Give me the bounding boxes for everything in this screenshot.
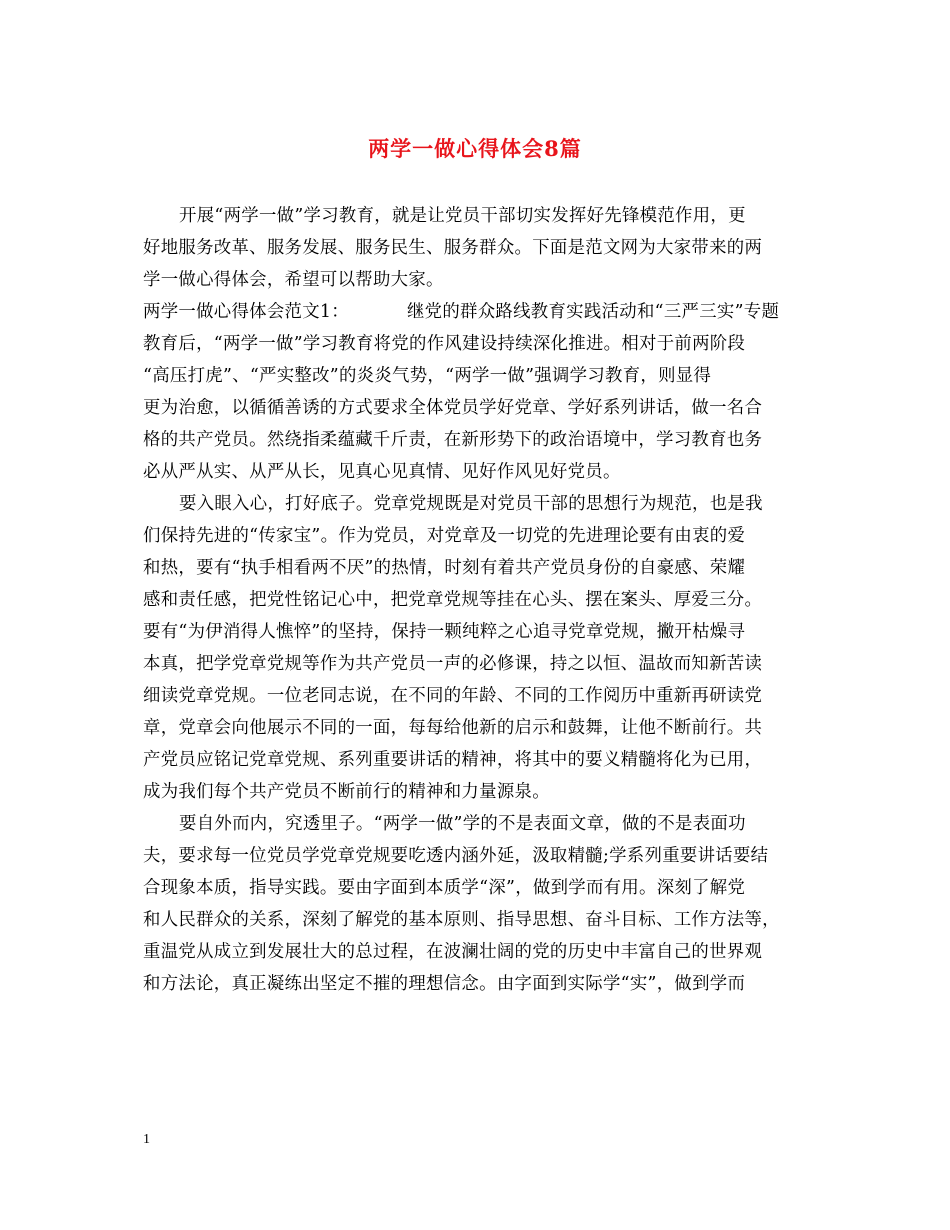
text-line: 要自外而内，究透里子。“两学一做”学的不是表面文章，做的不是表面功 bbox=[179, 814, 746, 834]
text-line: 学一做心得体会，希望可以帮助大家。 bbox=[143, 270, 444, 290]
text-line: 本真，把学党章党规等作为共产党员一声的必修课，持之以恒、温故而知新苦读 bbox=[143, 654, 763, 674]
text-line bbox=[143, 296, 833, 328]
text-line: 开展“两学一做”学习教育，就是让党员干部切实发挥好先锋模范作用，更 bbox=[179, 206, 746, 226]
page-number: 1 bbox=[143, 1132, 150, 1147]
section-heading: 两学一做心得体会范文1： bbox=[143, 302, 349, 322]
document-title: 两学一做心得体会8篇 bbox=[368, 136, 582, 161]
text-line: 合现象本质，指导实践。要由字面到本质学“深”，做到学而有用。深刻了解党 bbox=[143, 878, 746, 898]
text-line-continuation: 继党的群众路线教育实践活动和“三严三实”专题 bbox=[406, 302, 780, 322]
text-line: 重温党从成立到发展壮大的总过程，在波澜壮阔的党的历史中丰富自己的世界观 bbox=[143, 942, 763, 962]
text-line: 格的共产党员。然绕指柔蕴藏千斤责，在新形势下的政治语境中，学习教育也务 bbox=[143, 430, 763, 450]
text-line: 产党员应铭记党章党规、系列重要讲话的精神，将其中的要义精髓将化为已用， bbox=[143, 750, 763, 770]
text-line: 章，党章会向他展示不同的一面，每每给他新的启示和鼓舞，让他不断前行。共 bbox=[143, 718, 763, 738]
text-line: 教育后，“两学一做”学习教育将党的作风建设持续深化推进。相对于前两阶段 bbox=[143, 334, 746, 354]
text-line: 们保持先进的“传家宝”。作为党员，对党章及一切党的先进理论要有由衷的爱 bbox=[143, 526, 746, 546]
text-line: 好地服务改革、服务发展、服务民生、服务群众。下面是范文网为大家带来的两 bbox=[143, 238, 763, 258]
text-line: “高压打虎”、“严实整改”的炎炎气势，“两学一做”强调学习教育，则显得 bbox=[143, 366, 712, 386]
text-line: 成为我们每个共产党员不断前行的精神和力量源泉。 bbox=[143, 782, 550, 802]
text-line: 要入眼入心，打好底子。党章党规既是对党员干部的思想行为规范，也是我 bbox=[179, 494, 763, 514]
text-line: 夫，要求每一位党员学党章党规要吃透内涵外延，汲取精髓;学系列重要讲话要结 bbox=[143, 846, 769, 866]
text-line: 必从严从实、从严从长，见真心见真情、见好作风见好党员。 bbox=[143, 462, 621, 482]
text-line: 要有“为伊消得人憔悴”的坚持，保持一颗纯粹之心追寻党章党规，撇开枯燥寻 bbox=[143, 622, 746, 642]
document-body bbox=[143, 200, 833, 1000]
text-line: 细读党章党规。一位老同志说，在不同的年龄、不同的工作阅历中重新再研读党 bbox=[143, 686, 763, 706]
text-line: 和方法论，真正凝练出坚定不摧的理想信念。由字面到实际学“实”，做到学而 bbox=[143, 974, 746, 994]
text-line: 和人民群众的关系，深刻了解党的基本原则、指导思想、奋斗目标、工作方法等， bbox=[143, 910, 780, 930]
text-line: 和热，要有“执手相看两不厌”的热情，时刻有着共产党员身份的自豪感、荣耀 bbox=[143, 558, 746, 578]
text-line: 更为治愈，以循循善诱的方式要求全体党员学好党章、学好系列讲话，做一名合 bbox=[143, 398, 763, 418]
text-line: 感和责任感，把党性铭记心中，把党章党规等挂在心头、摆在案头、厚爱三分。 bbox=[143, 590, 763, 610]
